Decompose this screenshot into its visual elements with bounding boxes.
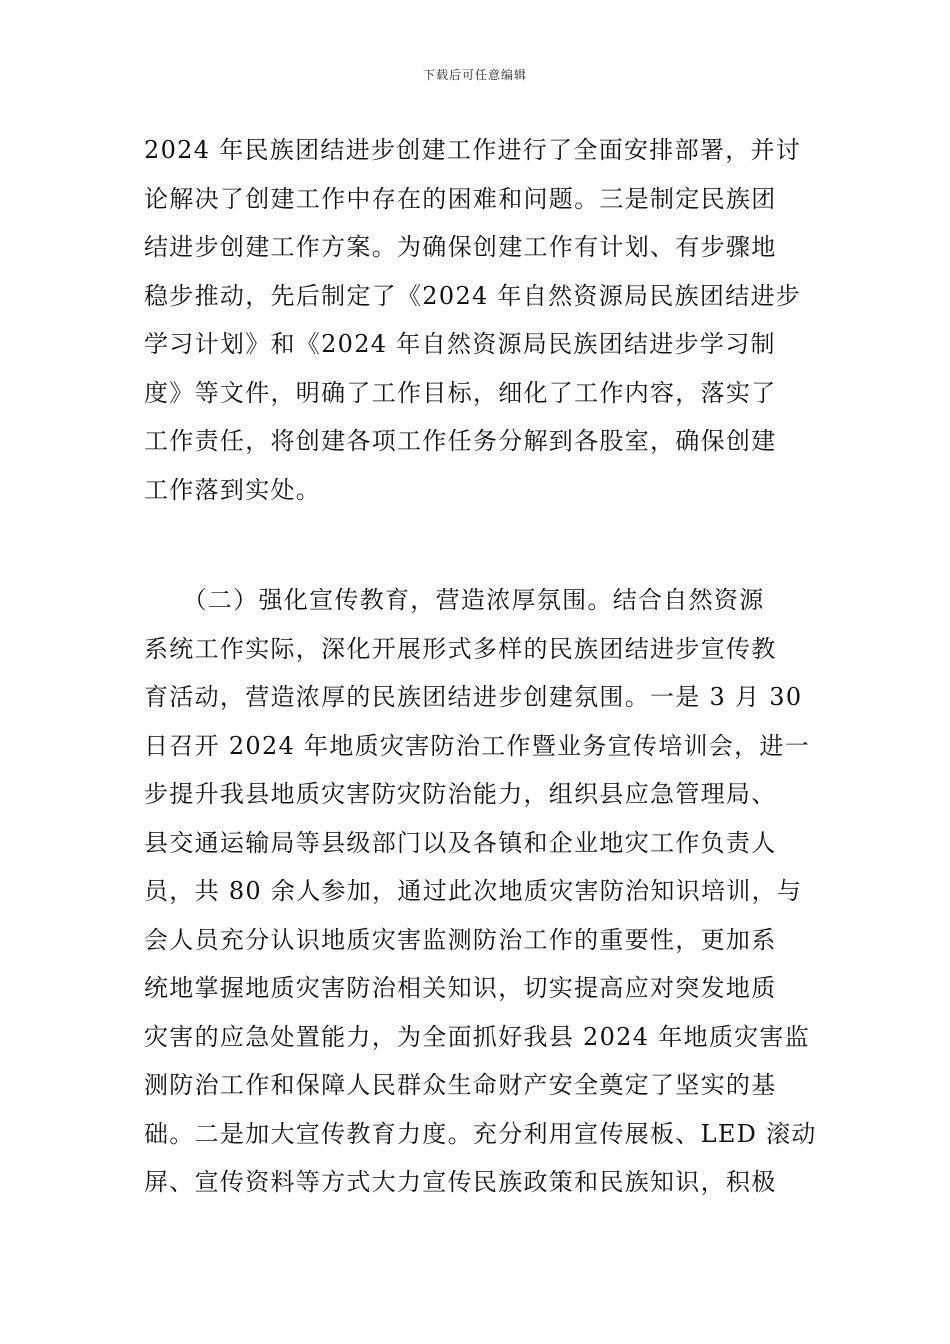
text-line: 会人员充分认识地质灾害监测防治工作的重要性，更加系 xyxy=(144,925,777,954)
text-line: 工作落到实处。 xyxy=(144,475,322,504)
text-line: 系统工作实际，深化开展形式多样的民族团结进步宣传教 xyxy=(144,634,777,663)
text-line: 工作责任，将创建各项工作任务分解到各股室，确保创建 xyxy=(144,427,777,455)
text-line: 灾害的应急处置能力，为全面抓好我县 2024 年地质灾害监 xyxy=(144,1022,811,1051)
text-line: 2024 年民族团结进步创建工作进行了全面安排部署，并讨 xyxy=(144,136,802,164)
text-line: 稳步推动，先后制定了《2024 年自然资源局民族团结进步 xyxy=(144,281,802,310)
text-line: 度》等文件，明确了工作目标，细化了工作内容，落实了 xyxy=(144,378,777,407)
text-line: （二）强化宣传教育，营造浓厚氛围。结合自然资源 xyxy=(144,586,765,614)
text-line: 学习计划》和《2024 年自然资源局民族团结进步学习制 xyxy=(144,330,776,358)
body-paragraph-2 xyxy=(144,576,817,1207)
text-line: 结进步创建工作方案。为确保创建工作有计划、有步骤地 xyxy=(144,233,777,261)
text-line: 屏、宣传资料等方式大力宣传民族政策和民族知识，积极 xyxy=(144,1168,777,1196)
text-line: 步提升我县地质灾害防灾防治能力，组织县应急管理局、 xyxy=(144,780,777,808)
body-paragraph-1 xyxy=(144,126,806,514)
text-line: 县交通运输局等县级部门以及各镇和企业地灾工作负责人 xyxy=(144,828,777,857)
page-header-note: 下载后可任意编辑 xyxy=(422,68,527,82)
text-line: 测防治工作和保障人民群众生命财产安全奠定了坚实的基 xyxy=(144,1071,777,1099)
text-line: 础。二是加大宣传教育力度。充分利用宣传展板、LED 滚动 xyxy=(144,1119,817,1148)
text-line: 日召开 2024 年地质灾害防治工作暨业务宣传培训会，进一 xyxy=(144,731,811,760)
text-line: 员，共 80 余人参加，通过此次地质灾害防治知识培训，与 xyxy=(144,877,803,905)
text-line: 统地掌握地质灾害防治相关知识，切实提高应对突发地质 xyxy=(144,974,777,1002)
text-line: 育活动，营造浓厚的民族团结进步创建氛围。一是 3 月 30 xyxy=(144,683,803,711)
text-line: 论解决了创建工作中存在的困难和问题。三是制定民族团 xyxy=(144,184,777,213)
